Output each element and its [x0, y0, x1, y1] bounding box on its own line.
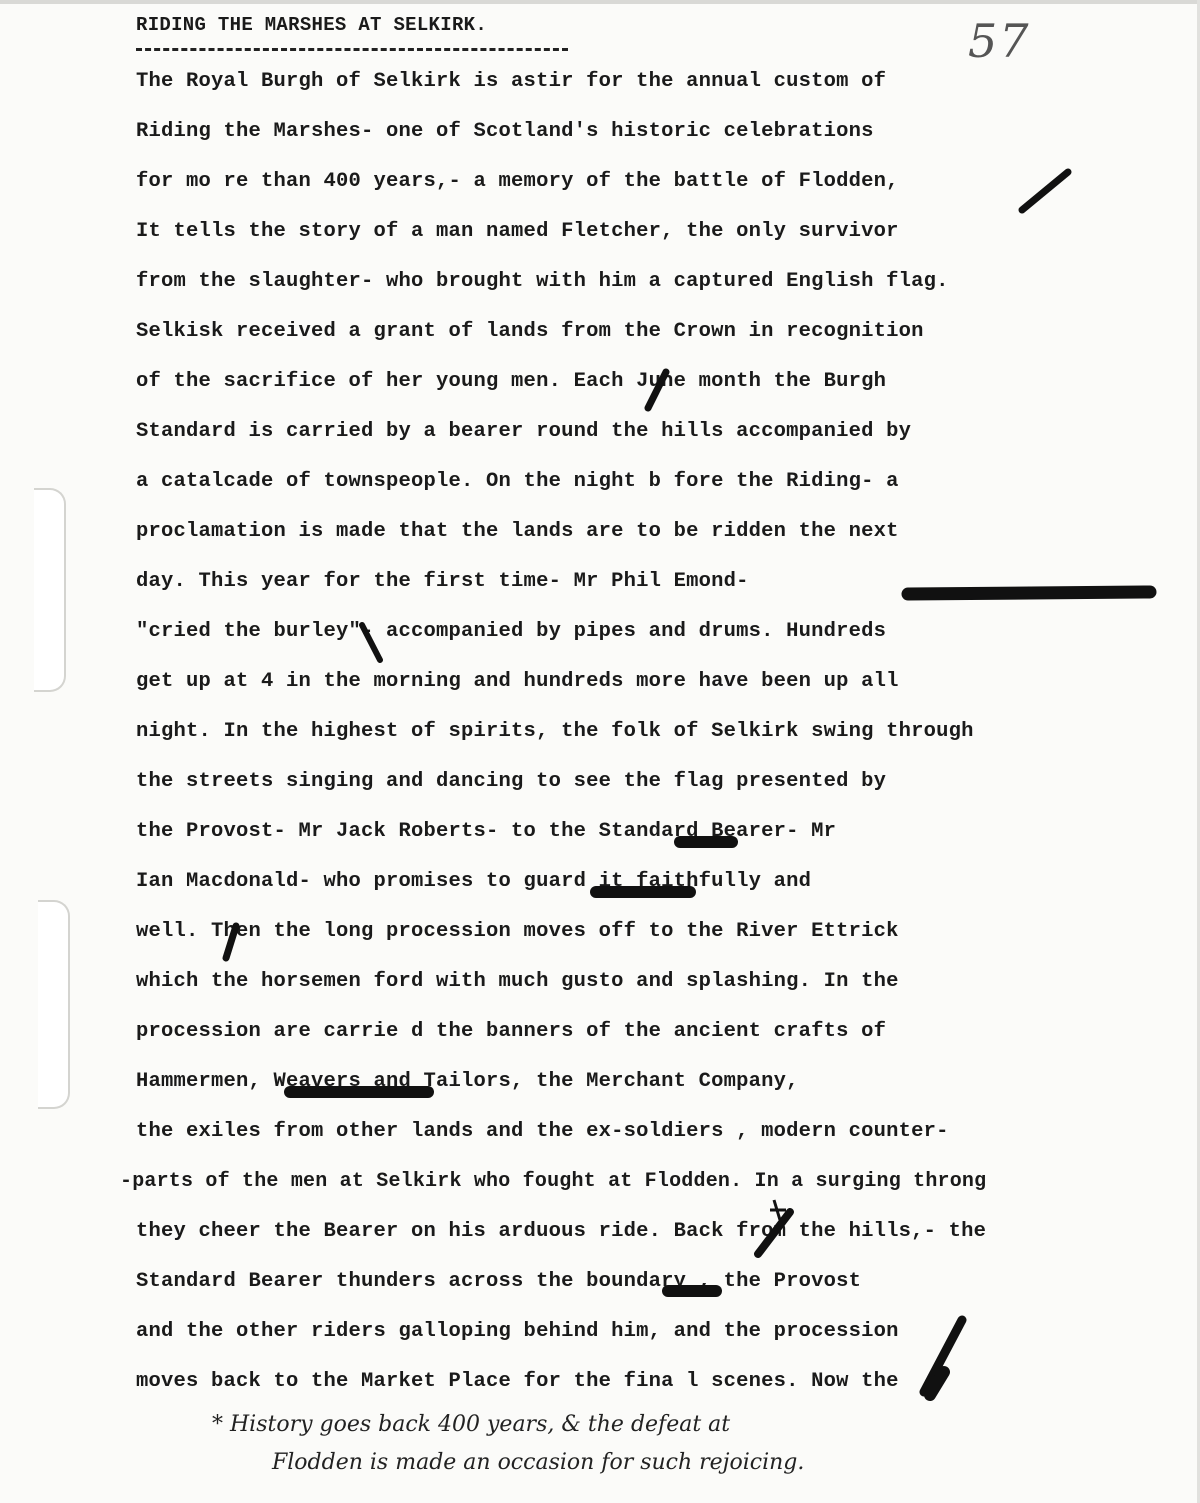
handwritten-note: Flodden is made an occasion for such rejoicing.	[272, 1450, 805, 1475]
slash-mark	[924, 1320, 962, 1392]
text-line: for mo re than 400 years,- a memory of the battle of Flodden,	[136, 170, 899, 193]
text-line: the streets singing and dancing to see the flag presented by	[136, 770, 887, 793]
text-line: Selkisk received a grant of lands from the Crown in recognition	[136, 320, 924, 343]
asterisk-mark	[770, 1200, 786, 1220]
text-line: night. In the highest of spirits, the folk of Selkirk swing through	[136, 720, 974, 743]
text-line: Standard Bearer thunders across the boundary , the Provost	[136, 1270, 862, 1293]
text-line: and the other riders galloping behind him, and the procession	[136, 1320, 899, 1343]
text-line: of the sacrifice of her young men. Each June month the Burgh	[136, 370, 887, 393]
text-line: "cried the burley"- accompanied by pipes and drums. Hundreds	[136, 620, 887, 643]
text-line: Standard is carried by a bearer round the hills accompanied by	[136, 420, 912, 443]
handwritten-note: * History goes back 400 years, & the defeat at	[212, 1412, 731, 1437]
text-line: which the horsemen ford with much gusto and splashing. In the	[136, 970, 899, 993]
punch-hole	[34, 488, 66, 692]
document-title: RIDING THE MARSHES AT SELKIRK.	[136, 14, 488, 36]
text-line: It tells the story of a man named Fletcher, the only survivor	[136, 220, 899, 243]
text-line: the Provost- Mr Jack Roberts- to the Standard Bearer- Mr	[136, 820, 837, 843]
text-line: day. This year for the first time- Mr Phil Emond-	[136, 570, 749, 593]
text-line: get up at 4 in the morning and hundreds more have been up all	[136, 670, 899, 693]
text-line: they cheer the Bearer on his arduous ride. Back from the hills,- the	[136, 1220, 987, 1243]
text-line: Hammermen, Weavers and Tailors, the Merchant Company,	[136, 1070, 799, 1093]
page-top-edge	[0, 0, 1200, 4]
text-line: -parts of the men at Selkirk who fought at Flodden. In a surging throng	[120, 1170, 987, 1193]
text-line: the exiles from other lands and the ex-soldiers , modern counter-	[136, 1120, 949, 1143]
text-line: procession are carrie d the banners of the ancient crafts of	[136, 1020, 887, 1043]
text-line: Ian Macdonald- who promises to guard it faithfully and	[136, 870, 812, 893]
slash-mark	[930, 1372, 944, 1395]
text-line: The Royal Burgh of Selkirk is astir for the annual custom of	[136, 70, 887, 93]
punch-hole	[38, 900, 70, 1109]
text-line: from the slaughter- who brought with him a captured English flag.	[136, 270, 949, 293]
handwritten-page-number: 57	[968, 14, 1031, 68]
strikeout-mark	[908, 592, 1150, 594]
text-line: a catalcade of townspeople. On the night b fore the Riding- a	[136, 470, 899, 493]
title-underline	[136, 48, 568, 51]
text-line: proclamation is made that the lands are to be ridden the next	[136, 520, 899, 543]
text-line: Riding the Marshes- one of Scotland's historic celebrations	[136, 120, 874, 143]
text-line: moves back to the Market Place for the fina l scenes. Now the	[136, 1370, 899, 1393]
slash-mark	[1022, 172, 1068, 210]
text-line: well. Then the long procession moves off to the River Ettrick	[136, 920, 899, 943]
